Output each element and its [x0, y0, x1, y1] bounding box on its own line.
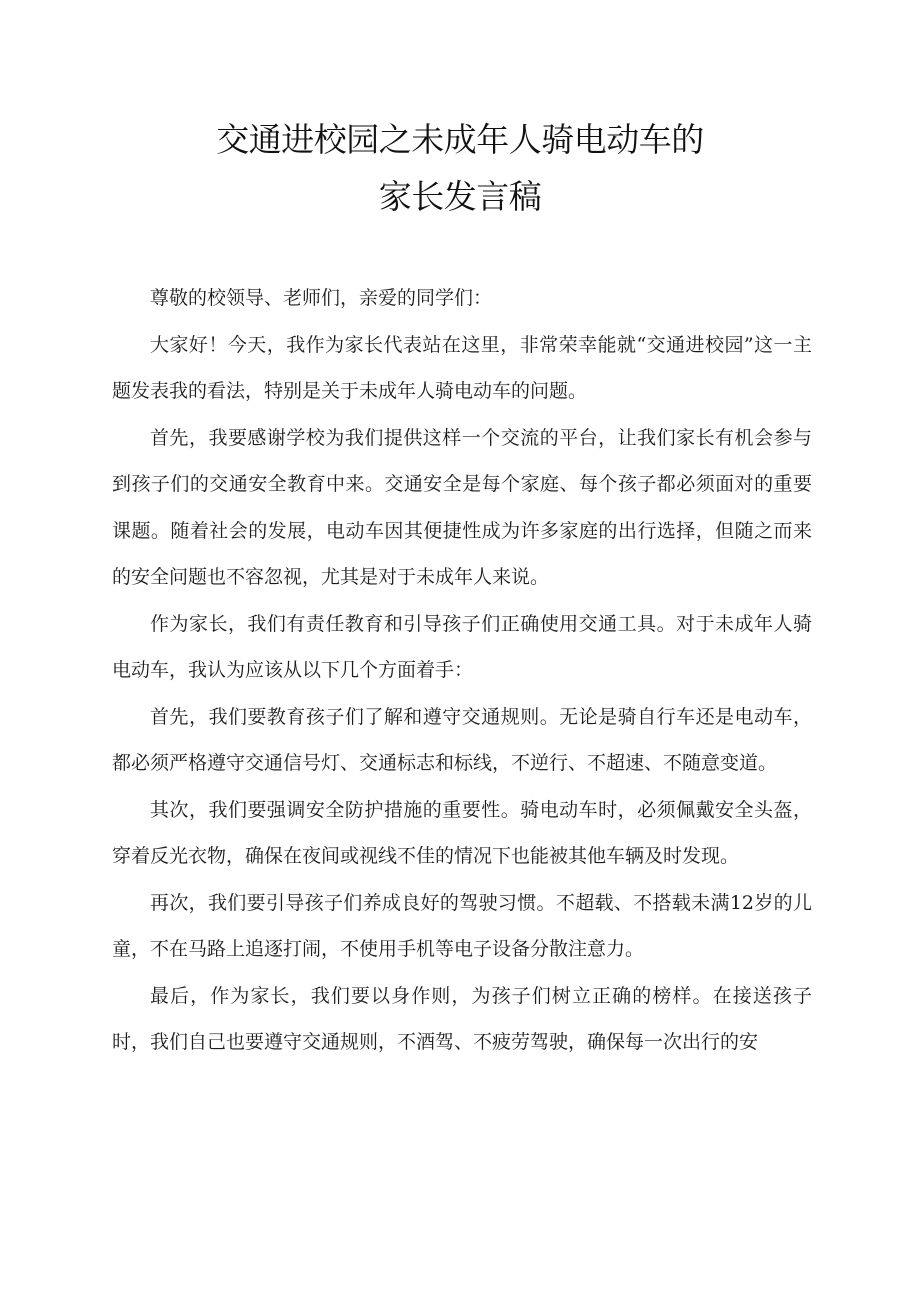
traffic-rules-paragraph: 首先，我们要教育孩子们了解和遵守交通规则。无论是骑自行车还是电动车，都必须严格遵守交通信号灯、交通标志和标线，不逆行、不超速、不随意变道。 — [112, 705, 812, 774]
role-model-paragraph: 最后，作为家长，我们要以身作则，为孩子们树立正确的榜样。在接送孩子时，我们自己也要遵守交通规则，不酒驾、不疲劳驾驶，确保每一次出行的安 — [112, 984, 812, 1053]
habits-paragraph: 再次，我们要引导孩子们养成良好的驾驶习惯。不超载、不搭载未满12岁的儿童，不在马路上追逐打闹，不使用手机等电子设备分散注意力。 — [112, 891, 812, 960]
document-body — [112, 275, 812, 1066]
document-title-line-2: 家长发言稿 — [378, 177, 542, 216]
salutation-paragraph: 尊敬的校领导、老师们，亲爱的同学们： — [150, 287, 493, 309]
responsibility-paragraph: 作为家长，我们有责任教育和引导孩子们正确使用交通工具。对于未成年人骑电动车，我认为应该从以下几个方面着手： — [112, 612, 812, 681]
document-title-line-1: 交通进校园之未成年人骑电动车的 — [216, 120, 704, 159]
thanks-paragraph: 首先，我要感谢学校为我们提供这样一个交流的平台，让我们家长有机会参与到孩子们的交通安全教育中来。交通安全是每个家庭、每个孩子都必须面对的重要课题。随着社会的发展，电动车因其便捷性成为许多家庭的出行选择，但随之而来的安全问题也不容忽视，尤其是对于未成年人来说。 — [112, 426, 812, 588]
safety-gear-paragraph: 其次，我们要强调安全防护措施的重要性。骑电动车时，必须佩戴安全头盔，穿着反光衣物，确保在夜间或视线不佳的情况下也能被其他车辆及时发现。 — [112, 798, 812, 867]
greeting-paragraph: 大家好！今天，我作为家长代表站在这里，非常荣幸能就“交通进校园”这一主题发表我的看法，特别是关于未成年人骑电动车的问题。 — [112, 333, 812, 402]
